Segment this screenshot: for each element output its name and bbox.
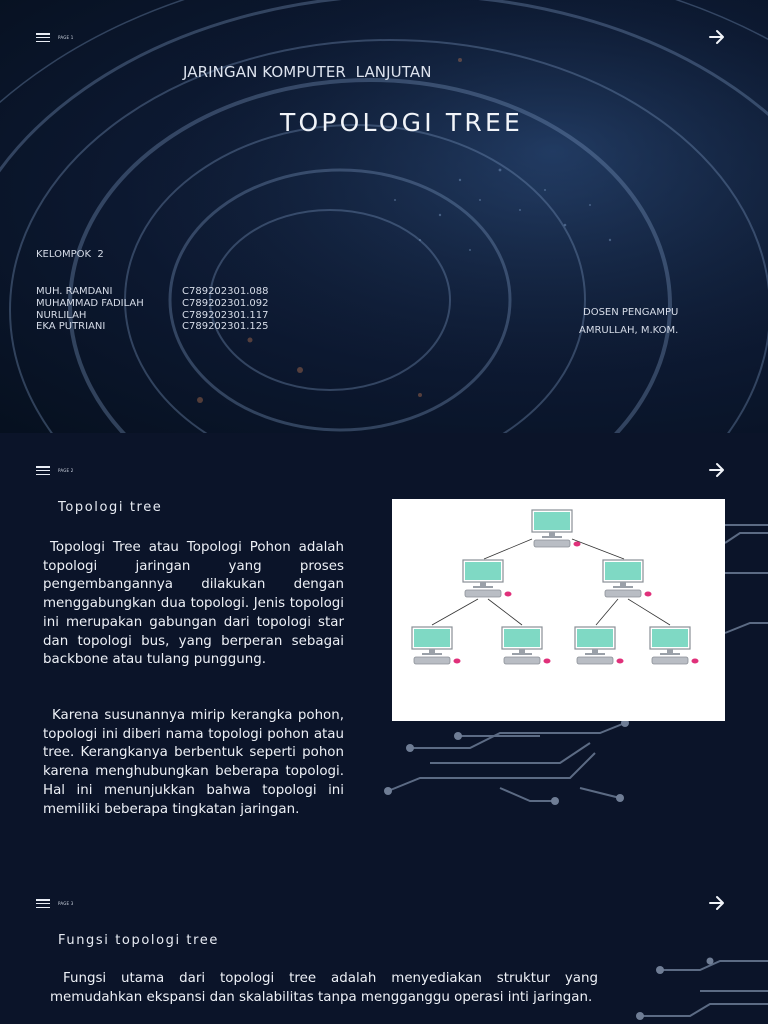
paragraph: Topologi Tree atau Topologi Pohon adalah topologi jaringan yang proses pengembangannya dilakukan dengan menggabungkan dua topologi. Jenis topologi ini merupakan gabungan dari topologi star dan topologi bus, yang berperan sebagai backbone atau tulang punggung. [43,540,344,668]
paragraph: Fungsi utama dari topologi tree adalah menyediakan struktur yang memudahkan ekspansi dan skalabilitas tanpa mengganggu operasi inti jaringan. [50,971,598,1005]
group-label: KELOMPOK 2 [36,249,104,260]
member-name: MUHAMMAD FADILAH [36,297,144,309]
computer-icon [463,560,512,597]
hamburger-menu-icon[interactable] [36,33,50,42]
page-tag: PAGE 1 [58,35,74,40]
course-title: JARINGAN KOMPUTER LANJUTAN [183,63,432,81]
member-ids [182,286,269,333]
member-id: C789202301.088 [182,286,269,297]
arrow-right-icon[interactable] [708,462,726,478]
lecturer-label: DOSEN PENGAMPU [583,307,679,318]
member-name: NURLILAH [36,309,87,321]
title-slide [0,0,768,433]
hamburger-menu-icon[interactable] [36,466,50,475]
page-tag: PAGE 3 [58,901,74,906]
computer-icon [603,560,652,597]
page-tag: PAGE 2 [58,468,74,473]
member-id: C789202301.117 [182,309,269,321]
slide-heading: Fungsi topologi tree [58,933,219,948]
computer-icon [532,510,581,547]
content-slide-topologi-tree [0,433,768,866]
hamburger-menu-icon[interactable] [36,899,50,908]
computer-icon [502,627,551,664]
member-name: MUH. RAMDANI [36,286,113,297]
content-slide-fungsi [0,866,768,1024]
member-id: C789202301.125 [182,321,269,333]
lecturer-name: AMRULLAH, M.KOM. [579,325,679,336]
computer-icon [412,627,461,664]
member-name: EKA PUTRIANI [36,321,106,333]
arrow-right-icon[interactable] [708,895,726,911]
slide-heading: Topologi tree [58,500,163,515]
computer-icon [575,627,624,664]
arrow-right-icon[interactable] [708,29,726,45]
paragraph: Karena susunannya mirip kerangka pohon, topologi ini diberi nama topologi pohon atau tree. Kerangkanya berbentuk seperti pohon karena menghubungkan beberapa topologi. Hal ini menunjukkan bahwa topologi ini memiliki beberapa tingkatan jaringan. [43,708,344,817]
member-id: C789202301.092 [182,297,269,309]
page-title: TOPOLOGI TREE [280,108,523,137]
member-names [36,286,144,333]
computer-icon [650,627,699,664]
tree-topology-diagram [392,499,725,721]
tree-topology-figure [392,499,725,721]
